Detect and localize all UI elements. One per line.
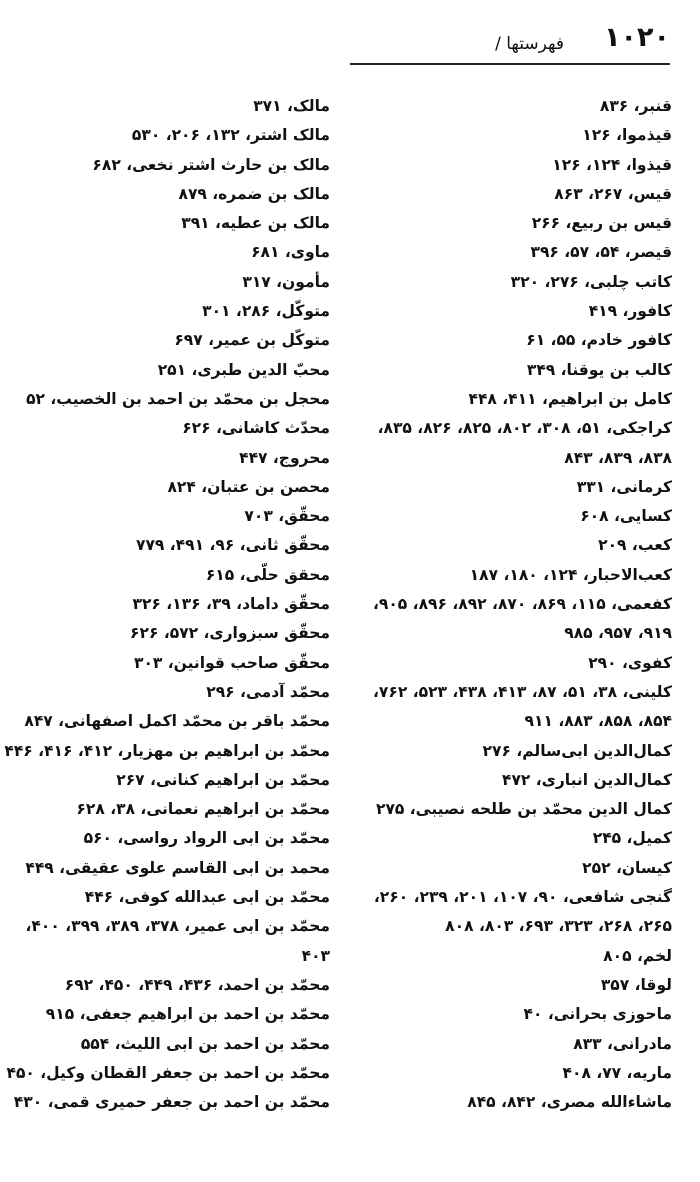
index-entry: محدّث کاشانی، ۶۲۶ <box>182 419 330 438</box>
index-entry: لخم، ۸۰۵ <box>603 946 672 965</box>
index-entry: ۸۳۸، ۸۳۹، ۸۴۳ <box>564 448 672 467</box>
index-entry: کاتب چلبی، ۲۷۶، ۳۲۰ <box>510 272 672 291</box>
index-column-left <box>4 92 330 1117</box>
index-column-right <box>352 92 672 1117</box>
index-entry: کافور، ۴۱۹ <box>588 302 672 321</box>
index-entry: کسایی، ۶۰۸ <box>580 507 672 526</box>
index-entry: محمّد بن ابراهیم بن مهزیار، ۴۱۲، ۴۱۶، ۴۴۶ <box>4 741 330 760</box>
index-entry: محمّد بن ابی الرواد رواسی، ۵۶۰ <box>83 829 330 848</box>
index-entry: قنبر، ۸۳۶ <box>599 97 672 115</box>
index-entry: قیذوا، ۱۲۴، ۱۲۶ <box>552 155 672 174</box>
index-entry: محقّق ثانی، ۹۶، ۴۹۱، ۷۷۹ <box>135 536 330 555</box>
index-entry: کمال الدین محمّد بن طلحه نصیبی، ۲۷۵ <box>376 800 672 819</box>
page-header <box>350 22 670 68</box>
index-entry: محصن بن عتبان، ۸۲۴ <box>167 477 330 496</box>
index-entry: ۸۵۴، ۸۵۸، ۸۸۳، ۹۱۱ <box>524 712 672 731</box>
index-entry: کامل بن ابراهیم، ۴۱۱، ۴۴۸ <box>468 389 672 408</box>
index-entry: کفعمی، ۱۱۵، ۸۶۹، ۸۷۰، ۸۹۲، ۸۹۶، ۹۰۵، <box>373 595 672 614</box>
index-entry: گنجی شافعی، ۹۰، ۱۰۷، ۲۰۱، ۲۳۹، ۲۶۰، <box>373 888 672 907</box>
index-entry: محقق حلّی، ۶۱۵ <box>205 565 330 584</box>
index-entry: محمّد بن ابی عمیر، ۳۷۸، ۳۸۹، ۳۹۹، ۴۰۰، <box>25 917 330 936</box>
index-entry: کعب‌الاحبار، ۱۲۴، ۱۸۰، ۱۸۷ <box>469 565 672 584</box>
index-entry: محقّق، ۷۰۳ <box>244 507 330 526</box>
index-entry: قیس، ۲۶۷، ۸۶۳ <box>554 184 672 203</box>
index-entry: محمّد بن ابراهیم نعمانی، ۳۸، ۶۲۸ <box>76 800 330 819</box>
index-entry: ماشاءالله مصری، ۸۴۲، ۸۴۵ <box>467 1093 672 1112</box>
index-entry: کالب بن یوقنا، ۳۴۹ <box>526 360 672 379</box>
index-entry: مالک بن حارث اشتر نخعی، ۶۸۲ <box>92 155 330 174</box>
index-entry: محمد بن ابی القاسم علوی عقیقی، ۴۴۹ <box>25 858 330 877</box>
header-rule <box>350 63 670 65</box>
index-entry: محقّق صاحب قوانین، ۳۰۳ <box>133 653 330 672</box>
index-entry: کیسان، ۲۵۲ <box>582 858 672 877</box>
index-entry: متوکّل بن عمیر، ۶۹۷ <box>174 331 330 350</box>
index-entry: ماوی، ۶۸۱ <box>251 243 330 262</box>
index-entry: مالک اشتر، ۱۳۲، ۲۰۶، ۵۳۰ <box>131 126 330 145</box>
index-entry: محبّ الدین طبری، ۲۵۱ <box>157 360 330 379</box>
index-entry: محمّد بن احمد بن جعفر حمیری قمی، ۴۳۰ <box>13 1093 330 1112</box>
index-entry: کمال‌الدین ابی‌سالم، ۲۷۶ <box>482 741 672 760</box>
index-entry: مالک بن ضمره، ۸۷۹ <box>178 184 330 203</box>
index-entry: کراجکی، ۵۱، ۳۰۸، ۸۰۲، ۸۲۵، ۸۲۶، ۸۳۵، <box>377 419 672 438</box>
index-entry: محمّد بن ابراهیم کنانی، ۲۶۷ <box>116 770 330 789</box>
index-entry: کمال‌الدین انباری، ۴۷۲ <box>501 770 672 789</box>
section-title: فهرستها / <box>495 34 564 54</box>
index-entry: محروج، ۴۴۷ <box>239 448 330 467</box>
index-entry: ۹۱۹، ۹۵۷، ۹۸۵ <box>564 624 672 643</box>
index-entry: قیصر، ۵۴، ۵۷، ۳۹۶ <box>530 243 672 262</box>
index-entry: محمّد بن ابی عبدالله کوفی، ۴۴۶ <box>84 888 330 907</box>
index-entry: قیذموا، ۱۲۶ <box>582 126 672 145</box>
index-entry: محقّق داماد، ۳۹، ۱۳۶، ۳۲۶ <box>132 595 330 614</box>
index-entry: محجل بن محمّد بن احمد بن الخصیب، ۵۲ <box>26 389 330 408</box>
index-entry: محمّد بن احمد بن ابراهیم جعفی، ۹۱۵ <box>45 1005 330 1024</box>
index-entry: متوکّل، ۲۸۶، ۳۰۱ <box>202 302 330 321</box>
index-entry: کعب، ۲۰۹ <box>598 536 672 555</box>
index-entry: کفوی، ۲۹۰ <box>588 653 672 672</box>
index-entry: محقّق سبزواری، ۵۷۲، ۶۲۶ <box>130 624 330 643</box>
index-entry: محمّد باقر بن محمّد اکمل اصفهانی، ۸۴۷ <box>24 712 330 731</box>
index-entry: ماریه، ۷۷، ۴۰۸ <box>562 1063 672 1082</box>
index-entry: ۴۰۳ <box>301 946 330 965</box>
index-entry: کافور خادم، ۵۵، ۶۱ <box>526 331 672 350</box>
index-entry: مالک، ۳۷۱ <box>253 97 330 115</box>
index-entry: قیس بن ربیع، ۲۶۶ <box>531 214 672 233</box>
index-entry: محمّد بن احمد، ۴۳۶، ۴۴۹، ۴۵۰، ۶۹۲ <box>64 975 330 994</box>
index-entry: کمیل، ۲۴۵ <box>592 829 672 848</box>
index-entry: ۲۶۵، ۲۶۸، ۳۲۳، ۶۹۳، ۸۰۳، ۸۰۸ <box>445 917 672 936</box>
index-entry: محمّد آدمی، ۲۹۶ <box>206 682 330 701</box>
page-number: ۱۰۲۰ <box>604 22 670 53</box>
index-entry: مادرانی، ۸۳۳ <box>573 1034 672 1053</box>
index-entry: محمّد بن احمد بن ابی اللیث، ۵۵۴ <box>80 1034 330 1053</box>
index-entry: کرمانی، ۳۳۱ <box>576 477 672 496</box>
index-entry: ماحوزی بحرانی، ۴۰ <box>523 1005 672 1024</box>
index-entry: لوقا، ۳۵۷ <box>600 975 672 994</box>
index-entry: مالک بن عطیه، ۳۹۱ <box>181 214 330 233</box>
index-entry: کلینی، ۳۸، ۵۱، ۸۷، ۴۱۳، ۴۳۸، ۵۲۳، ۷۶۲، <box>373 682 672 701</box>
index-entry: مأمون، ۳۱۷ <box>242 272 330 291</box>
index-entry: محمّد بن احمد بن جعفر القطان وکیل، ۴۵۰ <box>6 1063 330 1082</box>
